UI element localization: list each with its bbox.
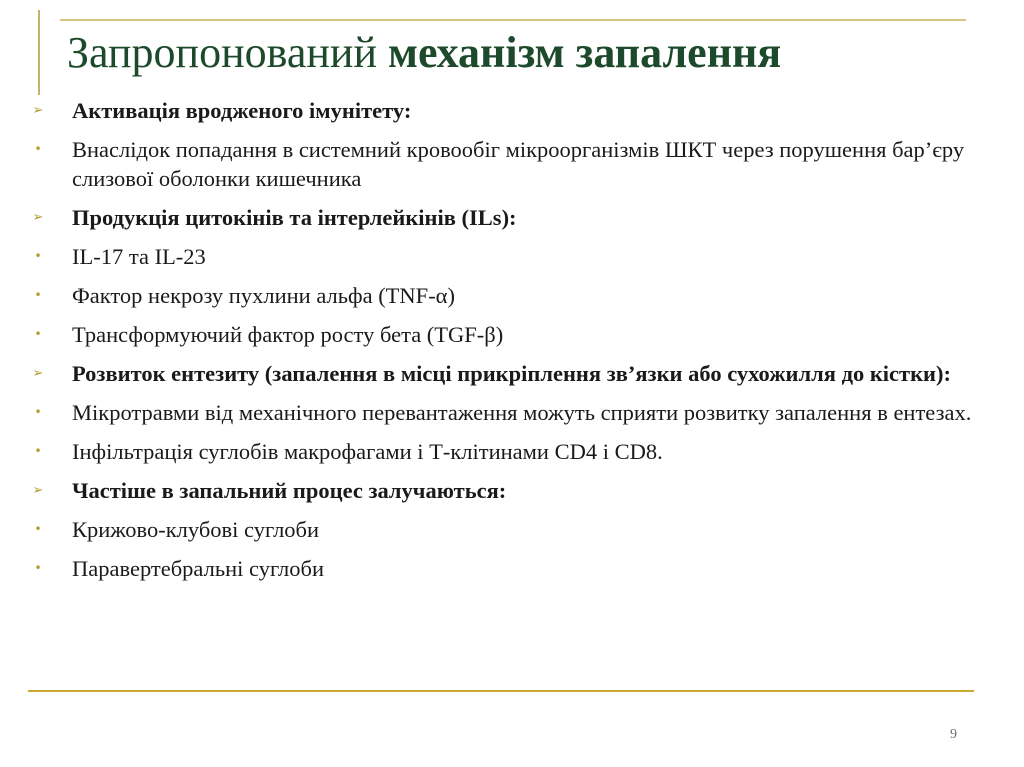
list-item-text: Паравертебральні суглоби — [72, 556, 325, 581]
dot-bullet-icon: • — [34, 405, 42, 419]
list-item-text: Внаслідок попадання в системний кровообіг мікроорганізмів ШКТ через порушення бар’єру слизової оболонки кишечника — [72, 137, 965, 191]
list-item — [28, 398, 988, 427]
list-item-text: Мікротравми від механічного перевантаження можуть сприяти розвитку запалення в ентезах. — [72, 400, 972, 425]
frame-bottom-line — [28, 690, 974, 692]
dot-bullet-icon: • — [34, 249, 42, 263]
arrow-bullet-icon: ➢ — [32, 103, 44, 118]
slide-title-regular: Запропонований — [67, 28, 388, 77]
arrow-bullet-icon: ➢ — [32, 483, 44, 498]
dot-bullet-icon: • — [34, 288, 42, 302]
bullet-list — [28, 96, 988, 593]
list-item-text: Фактор некрозу пухлини альфа (TNF-α) — [72, 283, 455, 308]
list-item-text: Трансформуючий фактор росту бета (TGF-β) — [72, 322, 504, 347]
list-item — [28, 515, 988, 544]
list-item-text: Активація вродженого імунітету: — [72, 98, 412, 123]
slide-title-bold: механізм запалення — [388, 28, 782, 77]
list-item-text: Розвиток ентезиту (запалення в місці прикріплення зв’язки або сухожилля до кістки): — [72, 361, 951, 386]
list-item-text: Продукція цитокінів та інтерлейкінів (ILs): — [72, 205, 517, 230]
list-item-text: IL-17 та IL-23 — [72, 244, 206, 269]
dot-bullet-icon: • — [34, 142, 42, 156]
list-item — [28, 320, 988, 349]
arrow-bullet-icon: ➢ — [32, 210, 44, 225]
dot-bullet-icon: • — [34, 327, 42, 341]
list-item-text: Інфільтрація суглобів макрофагами і Т-клітинами CD4 і CD8. — [72, 439, 663, 464]
list-item — [28, 554, 988, 583]
list-item — [28, 437, 988, 466]
frame-top-line — [60, 19, 966, 21]
list-item-heading — [28, 96, 988, 125]
dot-bullet-icon: • — [34, 561, 42, 575]
arrow-bullet-icon: ➢ — [32, 366, 44, 381]
page-number: 9 — [950, 727, 957, 742]
list-item-heading — [28, 359, 988, 388]
list-item-heading — [28, 476, 988, 505]
dot-bullet-icon: • — [34, 444, 42, 458]
list-item — [28, 281, 988, 310]
list-item-text: Частіше в запальний процес залучаються: — [72, 478, 507, 503]
list-item — [28, 135, 988, 193]
list-item — [28, 242, 988, 271]
dot-bullet-icon: • — [34, 522, 42, 536]
slide-title — [67, 24, 967, 82]
frame-left-line — [38, 10, 40, 95]
list-item-heading — [28, 203, 988, 232]
list-item-text: Крижово-клубові суглоби — [72, 517, 320, 542]
